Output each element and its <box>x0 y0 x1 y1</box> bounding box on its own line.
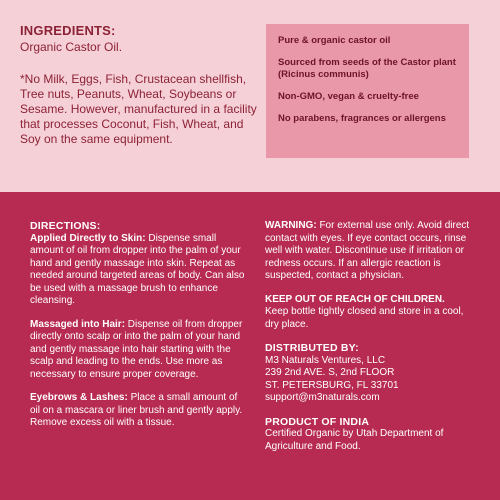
skin-label: Applied Directly to Skin: <box>30 232 146 244</box>
keep-out-text: Keep bottle tightly closed and store in a cool, dry place. <box>265 306 464 330</box>
keep-out-section <box>265 294 470 332</box>
hair-text: Dispense oil from dropper directly onto scalp or into the palm of your hand and gently massage into hair starting with the scalp and leading to the ends. Use more as necessary to ensure proper coverage. <box>30 318 243 380</box>
distributor-section <box>265 342 470 405</box>
hair-label: Massaged into Hair: <box>30 318 126 330</box>
ingredients-section <box>20 23 260 147</box>
warning-label: WARNING: <box>265 220 317 231</box>
skin-directions <box>30 233 250 308</box>
directions-title: DIRECTIONS: <box>30 220 101 232</box>
allergen-note: *No Milk, Eggs, Fish, Crustacean shellfish, Tree nuts, Peanuts, Wheat, Soybeans or Sesame. However, manufactured in a facility that processes Coconut, Fish, Wheat, and Soy on the same equipment. <box>20 72 257 146</box>
lashes-text: Place a small amount of oil on a mascara or liner brush and gently apply. Remove excess oil with a tissue. <box>30 392 243 428</box>
lashes-label: Eyebrows & Lashes: <box>30 392 128 403</box>
warning-section <box>265 220 470 283</box>
skin-text: Dispense small amount of oil from dropper into the palm of your hand and gently massage into skin. Repeat as needed around targeted areas of body. Can also be used with a massage brush to enhance cleansing. <box>30 232 245 306</box>
certification-text: Certified Organic by Utah Department of Agriculture and Food. <box>265 428 444 452</box>
product-origin-title: PRODUCT OF INDIA <box>265 415 370 428</box>
bottom-panel <box>0 192 500 500</box>
distributed-title: DISTRIBUTED BY: <box>265 342 359 354</box>
warning-text: For external use only. Avoid direct contact with eyes. If eye contact occurs, rinse well with water. Discontinue use if irritation or redness occurs. If an allergic reaction is suspected, contact a physician. <box>265 220 470 281</box>
ingredients-main: Organic Castor Oil. <box>20 40 123 54</box>
ingredients-title: INGREDIENTS: <box>20 23 116 38</box>
lashes-directions <box>30 392 250 430</box>
keep-out-label: KEEP OUT OF REACH OF CHILDREN. <box>265 293 445 305</box>
top-panel <box>0 0 500 192</box>
features-box <box>266 24 469 158</box>
distributor-address: M3 Naturals Ventures, LLC 239 2nd AVE. S, 2nd FLOOR ST. PETERSBURG, FL 33701 support@m3naturals.com <box>265 354 399 403</box>
directions-column <box>30 220 250 441</box>
origin-section <box>265 416 470 454</box>
feature-item: Non-GMO, vegan & cruelty-free <box>278 91 419 102</box>
feature-item: Sourced from seeds of the Castor plant (Ricinus communis) <box>278 57 456 80</box>
info-column <box>265 220 470 464</box>
feature-item: No parabens, fragrances or allergens <box>278 113 446 124</box>
feature-item: Pure & organic castor oil <box>278 35 391 46</box>
hair-directions <box>30 319 250 382</box>
